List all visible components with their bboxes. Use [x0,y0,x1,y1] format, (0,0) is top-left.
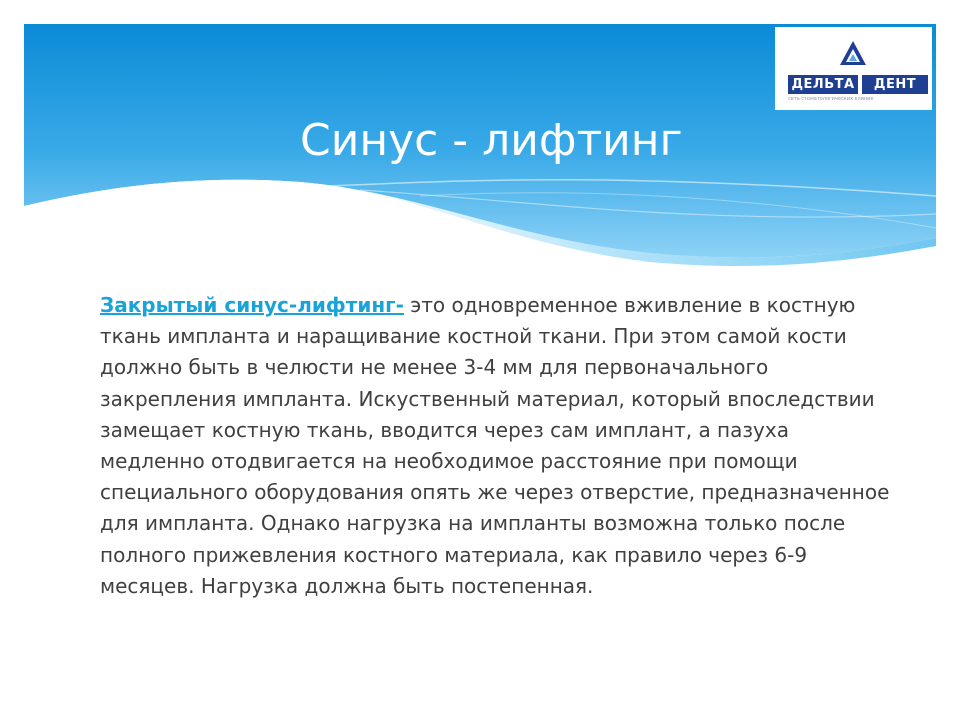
body-paragraph [100,290,890,602]
body-text: это одновременное вживление в костную ткань импланта и наращивание костной ткани. При этом самой кости должно быть в челюсти не менее 3-4 мм для первоначального закрепления импланта. Искуственный материал, который впоследствии замещает костную ткань, вводится через сам имплант, а пазуха медленно отодвигается на необходимое расстояние при помощи специального оборудования опять же через отверстие, предназначенное для импланта. Однако нагрузка на импланты возможна только после полного прижевления костного материала, как правило через 6-9 месяцев. Нагрузка должна быть постепенная. [100,293,890,598]
logo-inner [782,35,925,103]
logo-word-right: ДЕНТ [862,75,928,94]
logo-tagline: сеть стоматологических клиник [788,96,874,102]
logo-triangle-icon [838,39,868,67]
slide-title: Синус - лифтинг [300,115,683,166]
logo-word-left: ДЕЛЬТА [788,75,858,94]
term-link[interactable]: Закрытый синус-лифтинг- [100,293,404,317]
logo-wordmark [788,75,928,94]
logo [775,27,932,110]
